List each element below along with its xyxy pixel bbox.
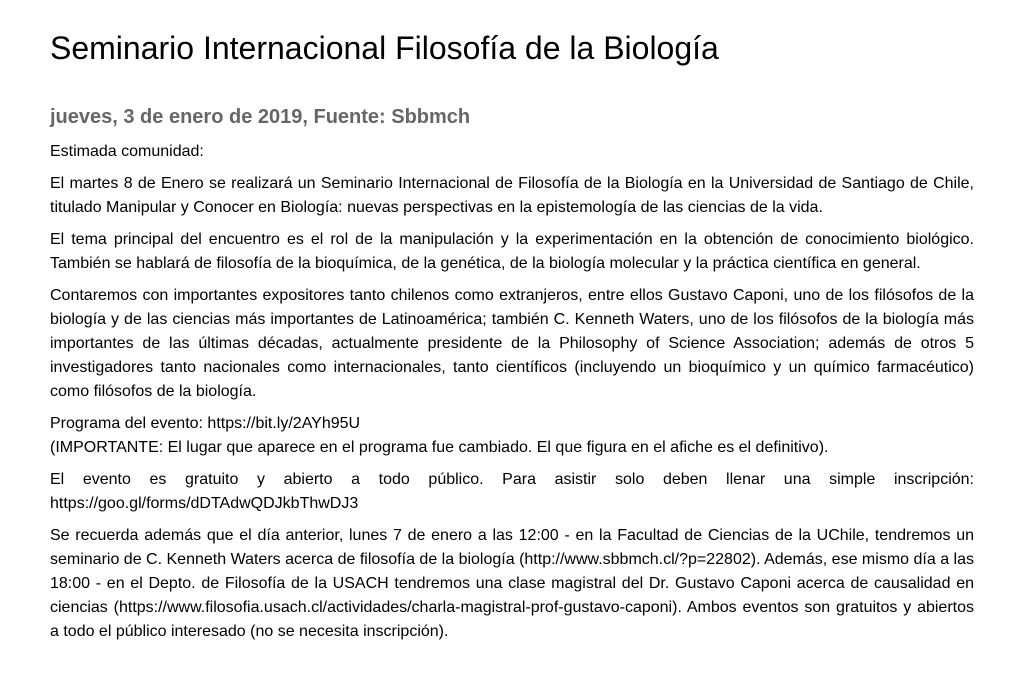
greeting: Estimada comunidad: (50, 143, 204, 160)
paragraph-seminar-intro: El martes 8 de Enero se realizará un Seminario Internacional de Filosofía de la Biología en la Universidad de Santiago de Chile, titulado Manipular y Conocer en Biología: nuevas perspectivas en la epistemología de las ciencias de la vida. (50, 175, 974, 216)
article-title: Seminario Internacional Filosofía de la Biología (50, 30, 719, 66)
article-meta: jueves, 3 de enero de 2019, Fuente: Sbbmch (50, 106, 471, 128)
article-body (50, 140, 974, 644)
paragraph-speakers: Contaremos con importantes expositores tanto chilenos como extranjeros, entre ellos Gustavo Caponi, uno de los filósofos de la biología y de las ciencias más importantes de Latinoamérica; también C. Kenneth Waters, uno de los filósofos de la biología más importantes de las últimas décadas, actualmente presidente de la Philosophy of Science Association; además de otros 5 investigadores tanto nacionales como internacionales, tanto científicos (incluyendo un bioquímico y un químico farmacéutico) como filósofos de la biología. (50, 287, 974, 400)
paragraph-previous-day: Se recuerda además que el día anterior, lunes 7 de enero a las 12:00 - en la Facultad de Ciencias de la UChile, tendremos un seminario de C. Kenneth Waters acerca de filosofía de la biología (http://www.sbbmch.cl/?p=22802). Además, ese mismo día a las 18:00 - en el Depto. de Filosofía de la USACH tendremos una clase magistral del Dr. Gustavo Caponi acerca de causalidad en ciencias (https://www.filosofia.usach.cl/actividades/charla-magistral-prof-gustavo-caponi). Ambos eventos son gratuitos y abiertos a todo el público interesado (no se necesita inscripción). (50, 527, 974, 640)
program-line: Programa del evento: https://bit.ly/2AYh95U (50, 415, 361, 432)
paragraph-topic: El tema principal del encuentro es el rol de la manipulación y la experimentación en la obtención de conocimiento biológico. También se hablará de filosofía de la bioquímica, de la genética, de la biología molecular y la práctica científica en general. (50, 231, 974, 272)
paragraph-registration: El evento es gratuito y abierto a todo público. Para asistir solo deben llenar una simple inscripción: https://goo.gl/forms/dDTAdwQDJkbThwDJ3 (50, 471, 974, 512)
paragraph-program (50, 412, 974, 460)
important-note: (IMPORTANTE: El lugar que aparece en el programa fue cambiado. El que figura en el afiche es el definitivo). (50, 439, 829, 456)
